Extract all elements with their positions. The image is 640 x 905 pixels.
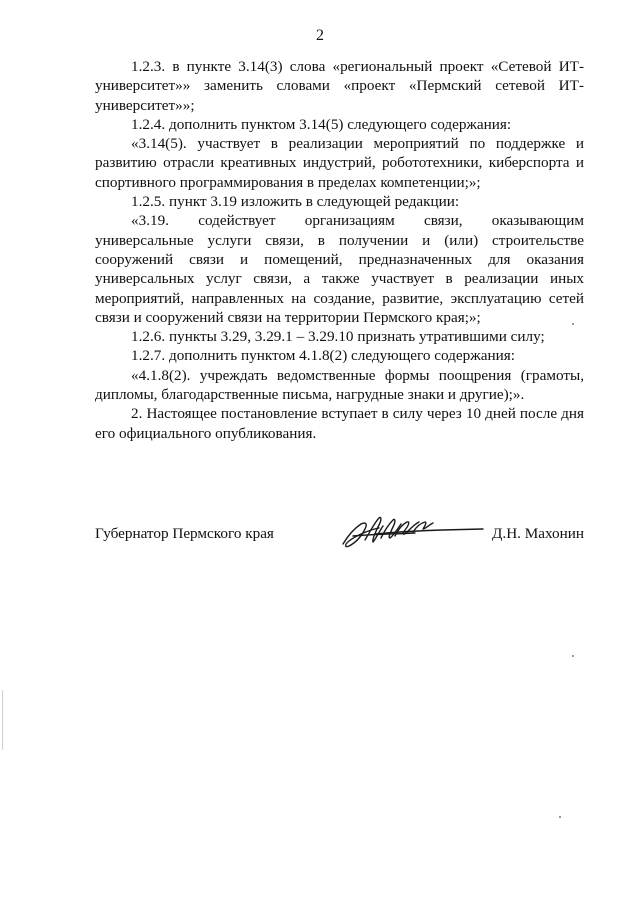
paragraph-1-2-4: 1.2.4. дополнить пунктом 3.14(5) следующего содержания: [131, 115, 512, 133]
paragraph-4-1-8-2: «4.1.8(2). учреждать ведомственные формы поощрения (грамоты, дипломы, благодарственные письма, нагрудные знаки и другие);». [95, 366, 584, 404]
scan-edge-mark [2, 690, 3, 750]
paragraph-1-2-7: 1.2.7. дополнить пунктом 4.1.8(2) следующего содержания: [131, 347, 515, 365]
paragraph-1-2-3: 1.2.3. в пункте 3.14(3) слова «региональный проект «Сетевой ИТ-университет»» заменить словами «проект «Пермский сетевой ИТ-университет»»; [95, 58, 584, 114]
paragraph-3-14-5: «3.14(5). участвует в реализации мероприятий по поддержке и развитию отрасли креативных индустрий, робототехники, киберспорта и спортивного программирования в пределах компетенции;»; [95, 135, 584, 191]
scan-speck [572, 323, 574, 325]
page-number: 2 [316, 27, 324, 44]
signature-block [95, 520, 584, 560]
scan-speck [559, 816, 561, 818]
signatory-position: Губернатор Пермского края [95, 525, 274, 542]
handwritten-signature [335, 510, 485, 555]
document-body [95, 57, 584, 443]
scan-speck [572, 655, 574, 657]
paragraph-1-2-6: 1.2.6. пункты 3.29, 3.29.1 – 3.29.10 признать утратившими силу; [131, 328, 545, 346]
paragraph-1-2-5: 1.2.5. пункт 3.19 изложить в следующей редакции: [131, 193, 460, 211]
paragraph-3-19: «3.19. содействует организациям связи, оказывающим универсальные услуги связи, в получении и (или) строительстве сооружений связи и помещений, предназначенных для оказания универсальных услуг связи, а также участвует в реализации иных мероприятий, направленных на создание, развитие, эксплуатацию сетей связи и сооружений связи на территории Пермского края;»; [95, 212, 584, 326]
paragraph-2-effective-date: 2. Настоящее постановление вступает в силу через 10 дней после дня его официального опубликования. [95, 405, 584, 442]
signatory-name: Д.Н. Махонин [492, 525, 584, 542]
